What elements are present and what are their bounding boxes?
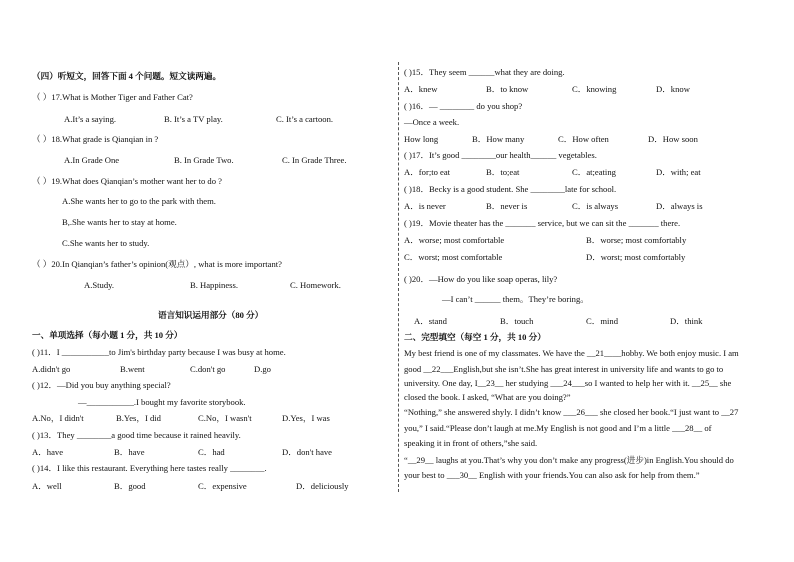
s11-option-b: B.went [120,364,145,374]
s17-option-c: C．at;eating [572,167,616,177]
s14-stem: ( )14．I like this restaurant. Everything here tastes really ________. [32,463,267,473]
s14-option-a: A．well [32,481,62,491]
s17-option-b: B．to;eat [486,167,520,177]
s12-continuation: —___________.I bought my favorite storybook. [78,397,246,407]
s20-stem: ( )20．—How do you like soap operas, lily? [404,274,558,284]
s19-option-d: D．worst; most comfortably [586,252,686,262]
s16-option-c: C．How often [558,134,609,144]
s13-option-a: A．have [32,447,64,457]
section-title: 语言知识运用部分（80 分） [158,310,264,320]
s18-option-a: A．is never [404,201,446,211]
s11-stem: ( )11．I ___________to Jim's birthday party because I was busy at home. [32,347,286,357]
s19-stem: ( )19．Movie theater has the _______ service, but we can sit the _______ there. [404,218,681,228]
s12-option-b: B.Yes，I did [116,413,161,423]
cloze-line: university. One day, I__23__ her studying ___24___so I wanted to help her with it. __25__ she [404,378,732,388]
q18-stem: （ ）18.What grade is Qianqian in ? [32,134,159,144]
s11-option-c: C.don't go [190,364,226,374]
s17-option-d: D．with; eat [656,167,701,177]
s17-option-a: A．for;to eat [404,167,451,177]
left-column [0,0,396,562]
part1-title: 一、单项选择（每小题 1 分，共 10 分） [32,330,183,340]
q20-option-c: C. Homework. [290,280,341,290]
s12-option-c: C.No，I wasn't [198,413,252,423]
q18-option-a: A.In Grade One [64,155,120,165]
part2-title: 二、完型填空（每空 1 分，共 10 分） [404,332,546,342]
q20-stem: （ ）20.In Qianqian’s father’s opinion(观点）, what is more important? [32,259,282,269]
s19-option-c: C．worst; most comfortable [404,252,503,262]
s11-option-d: D.go [254,364,271,374]
s13-option-b: B．have [114,447,145,457]
s20-option-d: D．think [670,316,703,326]
s14-option-c: C．expensive [198,481,247,491]
q18-option-b: B. In Grade Two. [174,155,234,165]
cloze-line: closed the book. I asked, “What are you doing?” [404,392,571,402]
s20-option-b: B．touch [500,316,534,326]
s12-stem: ( )12．—Did you buy anything special? [32,380,171,390]
s14-option-b: B．good [114,481,146,491]
s18-stem: ( )18．Becky is a good student. She ________late for school. [404,184,617,194]
right-column [402,0,794,562]
q17-option-b: B. It’s a TV play. [164,114,223,124]
column-divider [398,62,399,492]
cloze-line: My best friend is one of my classmates. We have the __21____hobby. We both enjoy music. I am [404,348,739,358]
cloze-line: speaking it in front of others,”she said. [404,438,538,448]
q17-option-a: A.It’s a saying. [64,114,117,124]
s15-option-c: C．knowing [572,84,617,94]
s20-option-a: A．stand [414,316,447,326]
s15-option-b: B．to know [486,84,529,94]
s12-option-a: A.No，I didn't [32,413,84,423]
q19-stem: （ ）19.What does Qianqian’s mother want her to do ? [32,176,222,186]
s19-option-b: B．worse; most comfortably [586,235,687,245]
cloze-line: “__29__ laughs at you.That’s why you don’t make any progress(进步)in English.You should do [404,455,734,465]
q17-option-c: C. It’s a cartoon. [276,114,334,124]
s20-continuation: —I can’t ______ them。They’re boring。 [442,294,589,304]
s16-option-d: D．How soon [648,134,698,144]
s13-option-d: D．don't have [282,447,332,457]
s15-option-a: A．knew [404,84,438,94]
s11-option-a: A.didn't go [32,364,71,374]
s15-stem: ( )15．They seem ______what they are doing. [404,67,565,77]
q20-option-b: B. Happiness. [190,280,238,290]
q18-option-c: C. In Grade Three. [282,155,347,165]
s13-option-c: C．had [198,447,225,457]
q20-option-a: A.Study. [84,280,115,290]
q19-option-b: B,.She wants her to stay at home. [62,217,177,227]
cloze-line: your best to ___30__ English with your friends.You can also ask for help from them.” [404,470,700,480]
q19-option-a: A.She wants her to go to the park with them. [62,196,216,206]
s16-continuation: —Once a week. [404,117,460,127]
s12-option-d: D.Yes，I was [282,413,330,423]
cloze-line: good __22___English,but she isn’t.She has great interest in university life and wants to go to [404,364,724,374]
q19-option-c: C.She wants her to study. [62,238,150,248]
q17-stem: （ ）17.What is Mother Tiger and Father Cat? [32,92,193,102]
s18-option-b: B．never is [486,201,528,211]
s18-option-d: D．always is [656,201,703,211]
s13-stem: ( )13．They ________a good time because it rained heavily. [32,430,241,440]
s16-stem: ( )16．— ________ do you shop? [404,101,523,111]
s16-option-a: How long [404,134,439,144]
s15-option-d: D．know [656,84,690,94]
s17-stem: ( )17．It’s good ________our health______ vegetables. [404,150,597,160]
s14-option-d: D．deliciously [296,481,349,491]
s20-option-c: C．mind [586,316,618,326]
s16-option-b: B．How many [472,134,525,144]
s18-option-c: C．is always [572,201,619,211]
cloze-line: “Nothing,” she answered shyly. I didn’t know ___26___ she closed her book.“I just want to __27 [404,407,739,417]
s19-option-a: A．worse; most comfortable [404,235,505,245]
cloze-line: you,” I said.“Please don’t laugh at me.My English is not good and I’m a little ___28__ of [404,423,712,433]
listening-title: （四）听短文，回答下面 4 个问题。短文读两遍。 [32,71,222,81]
